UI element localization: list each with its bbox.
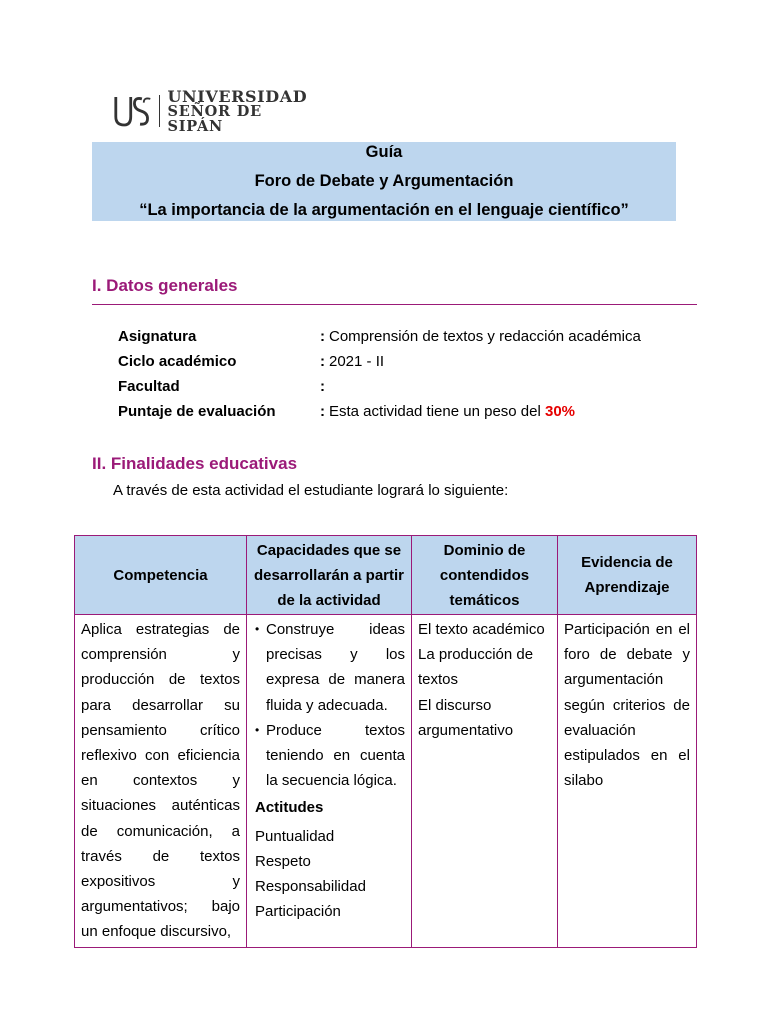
cell-competencia: Aplica estrategias de comprensión y producción de textos para desarrollar su pensamiento crítico reflexivo con eficiencia en contextos y situaciones auténticas de comunicación, a través de textos expositivos y argumentativos; bajo un enfoque discursivo, (75, 615, 247, 948)
logo-separator (159, 95, 160, 127)
header-capacidades: Capacidades que se desarrollarán a partir de la actividad (247, 536, 412, 615)
banner-title: Guía (365, 143, 403, 161)
uss-logo-icon (113, 93, 154, 129)
row-colon: : (320, 378, 325, 395)
row-value: 2021 - II (329, 353, 385, 370)
list-item: Participación (255, 903, 341, 921)
banner-subtitle: Foro de Debate y Argumentación (254, 172, 514, 190)
logo-line-1: UNIVERSIDAD (167, 86, 308, 106)
capacidades-list (255, 617, 405, 793)
general-data-list (118, 327, 641, 427)
section-divider (92, 304, 697, 305)
table-row (75, 615, 697, 948)
header-competencia: Competencia (75, 536, 247, 615)
list-item: Respeto (255, 852, 311, 870)
general-row (118, 352, 641, 377)
row-label: Facultad (118, 378, 180, 395)
title-banner (92, 142, 676, 221)
cell-dominio (412, 615, 558, 948)
banner-topic: “La importancia de la argumentación en el lenguaje científico” (139, 201, 629, 219)
general-row (118, 402, 641, 427)
row-colon: : (320, 353, 325, 370)
list-item: La producción de textos (418, 646, 534, 689)
list-item: El texto académico (418, 621, 545, 638)
row-label: Ciclo académico (118, 353, 237, 370)
list-item: El discurso argumentativo (418, 696, 514, 739)
goals-intro: A través de esta actividad el estudiante logrará lo siguiente: (113, 482, 509, 499)
general-row (118, 327, 641, 352)
section-heading-goals: II. Finalidades educativas (92, 454, 298, 473)
row-label: Asignatura (118, 328, 197, 345)
list-item: • Produce textos teniendo en cuenta la secuencia lógica. (266, 718, 405, 794)
weight-percent: 30% (544, 403, 576, 420)
actitudes-list (255, 824, 405, 925)
row-colon: : (320, 403, 325, 420)
row-value (329, 402, 575, 427)
list-item: • Construye ideas precisas y los expresa de manera fluida y adecuada. (266, 617, 405, 718)
header-dominio: Dominio de contendidos temáticos (412, 536, 558, 615)
list-item: Responsabilidad (255, 878, 366, 896)
row-colon: : (320, 328, 325, 345)
general-row (118, 377, 641, 402)
logo-wordmark (167, 86, 313, 135)
actitudes-heading: Actitudes (255, 799, 324, 817)
weight-text: Esta actividad tiene un peso del (329, 403, 541, 420)
university-logo (113, 86, 313, 135)
list-item: Puntualidad (255, 827, 335, 845)
cell-capacidades (247, 615, 412, 948)
competencies-table (74, 535, 697, 948)
logo-line-2: SEÑOR DE SIPÁN (167, 102, 262, 135)
section-heading-general: I. Datos generales (92, 276, 238, 295)
table-header-row (75, 536, 697, 615)
row-label: Puntaje de evaluación (118, 403, 276, 420)
row-value: Comprensión de textos y redacción académica (329, 328, 641, 345)
cell-evidencia: Participación en el foro de debate y argumentación según criterios de evaluación estipulados en el silabo (558, 615, 697, 948)
header-evidencia: Evidencia de Aprendizaje (558, 536, 697, 615)
